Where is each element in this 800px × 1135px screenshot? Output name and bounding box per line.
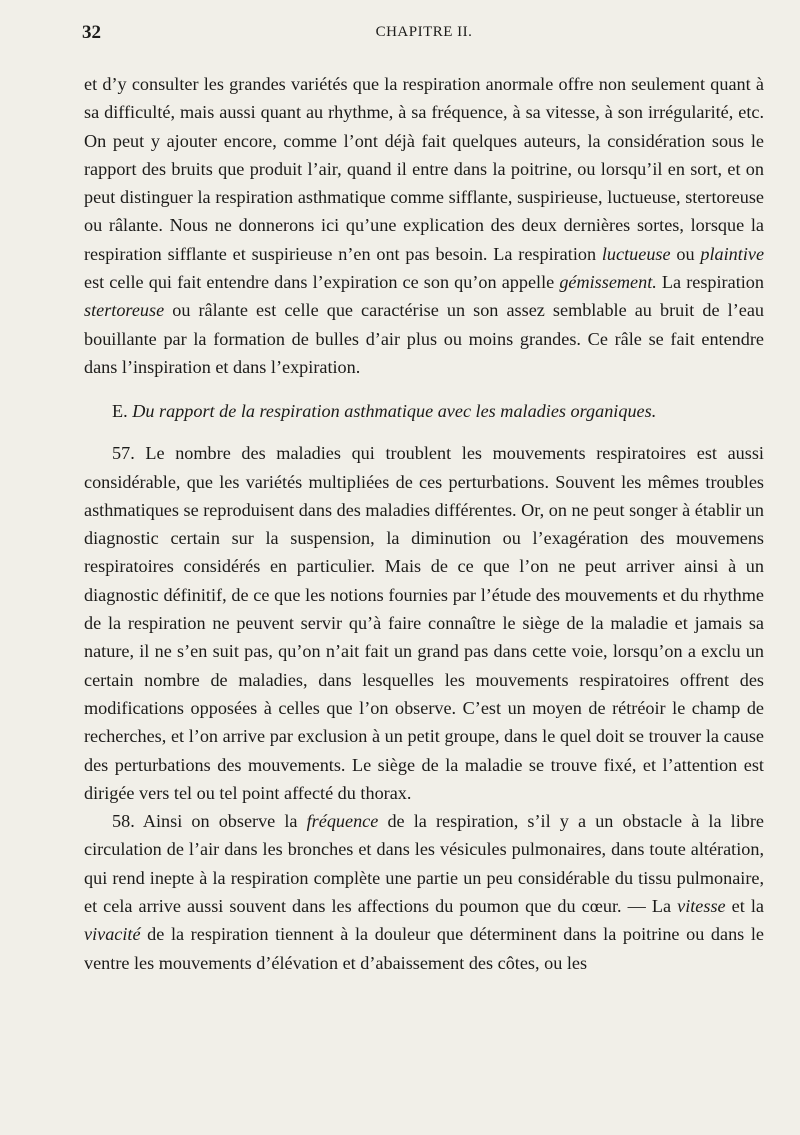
- term-stertoreuse: stertoreuse: [84, 300, 165, 321]
- term-frequence: fréquence: [306, 811, 379, 832]
- running-head: [84, 22, 764, 50]
- paragraph-continuation: et d’y consulter les grandes variétés que la respiration anormale offre non seulement quant à sa difficulté, mais aussi quant au rhythme, à sa fréquence, à sa vitesse, à son irrégularité, etc. On peut y ajouter encore, comme l’ont déjà fait quelques auteurs, la considération sous le rapport des bruits que produit l’air, quand il entre dans la poitrine, ou lorsqu’il en sort, et on peut distinguer la respiration asthmatique comme sifflante, suspirieuse, luctueuse, stertoreuse ou râlante. Nous ne donnerons ici qu’une explication des deux dernières sortes, lorsque la respiration sifflante et suspirieuse n’en ont pas besoin. La respiration luctueuse ou plaintive est celle qui fait entendre dans l’expiration ce son qu’on appelle gémissement. La respiration stertoreuse ou râlante est celle que caractérise un son assez semblable au bruit de l’eau bouillante par la formation de bulles d’air plus ou moins grandes. Ce râle se fait entendre dans l’inspiration et dans l’expiration.: [84, 74, 765, 377]
- paragraph-58: 58. Ainsi on observe la fréquence de la respiration, s’il y a un obstacle à la libre circulation de l’air dans les bronches et dans les vésicules pulmonaires, dans toute altération, qui rend inepte à la respiration complète une partie un peu considérable du tissu pulmonaire, et cela arrive aussi souvent dans les affections du poumon que du cœur. — La vitesse et la vivacité de la respiration tiennent à la douleur que déterminent dans la poitrine ou dans le ventre les mouvements d’élévation et d’abaissement des côtes, ou les: [84, 811, 764, 973]
- term-vivacite: vivacité: [84, 924, 141, 945]
- term-luctueuse: luctueuse: [601, 243, 671, 264]
- term-plaintive: plaintive: [700, 243, 765, 264]
- page-number: 32: [82, 22, 101, 43]
- book-page: [84, 22, 764, 977]
- chapter-title: CHAPITRE II.: [375, 24, 473, 40]
- term-vitesse: vitesse: [677, 896, 726, 917]
- section-letter: E.: [112, 401, 128, 422]
- term-gemissement: gémissement.: [559, 272, 657, 293]
- section-heading: [84, 397, 764, 425]
- section-title: Du rapport de la respiration asthmatique avec les maladies organiques.: [132, 401, 657, 422]
- paragraph-57: 57. Le nombre des maladies qui troublent les mouvements respiratoires est aussi considérable, que les variétés multipliées de ces perturbations. Souvent les mêmes troubles asthmatiques se reproduisent dans des maladies différentes. Or, on ne peut songer à établir un diagnostic certain sur la suspension, la diminution ou l’exagération des mouvemens respiratoires considérés en particulier. Mais de ce que l’on ne peut arriver ainsi à un diagnostic définitif, de ce que les notions fournies par l’étude des mouvements et du rhythme de la respiration ne peuvent servir qu’à faire connaître le siège de la maladie et jamais sa nature, il ne s’en suit pas, qu’on n’ait fait un grand pas dans cette voie, lorsqu’on a exclu un certain nombre de maladies, dans lesquelles les mouvements respiratoires offrent des modifications opposées à celles que l’on observe. C’est un moyen de rétréoir le champ de recherches, et l’on arrive par exclusion à un petit groupe, dans le quel doit se trouver la cause des perturbations des mouvements. Le siège de la maladie se trouve fixé, et l’attention est dirigée vers tel ou tel point affecté du thorax.: [84, 443, 764, 803]
